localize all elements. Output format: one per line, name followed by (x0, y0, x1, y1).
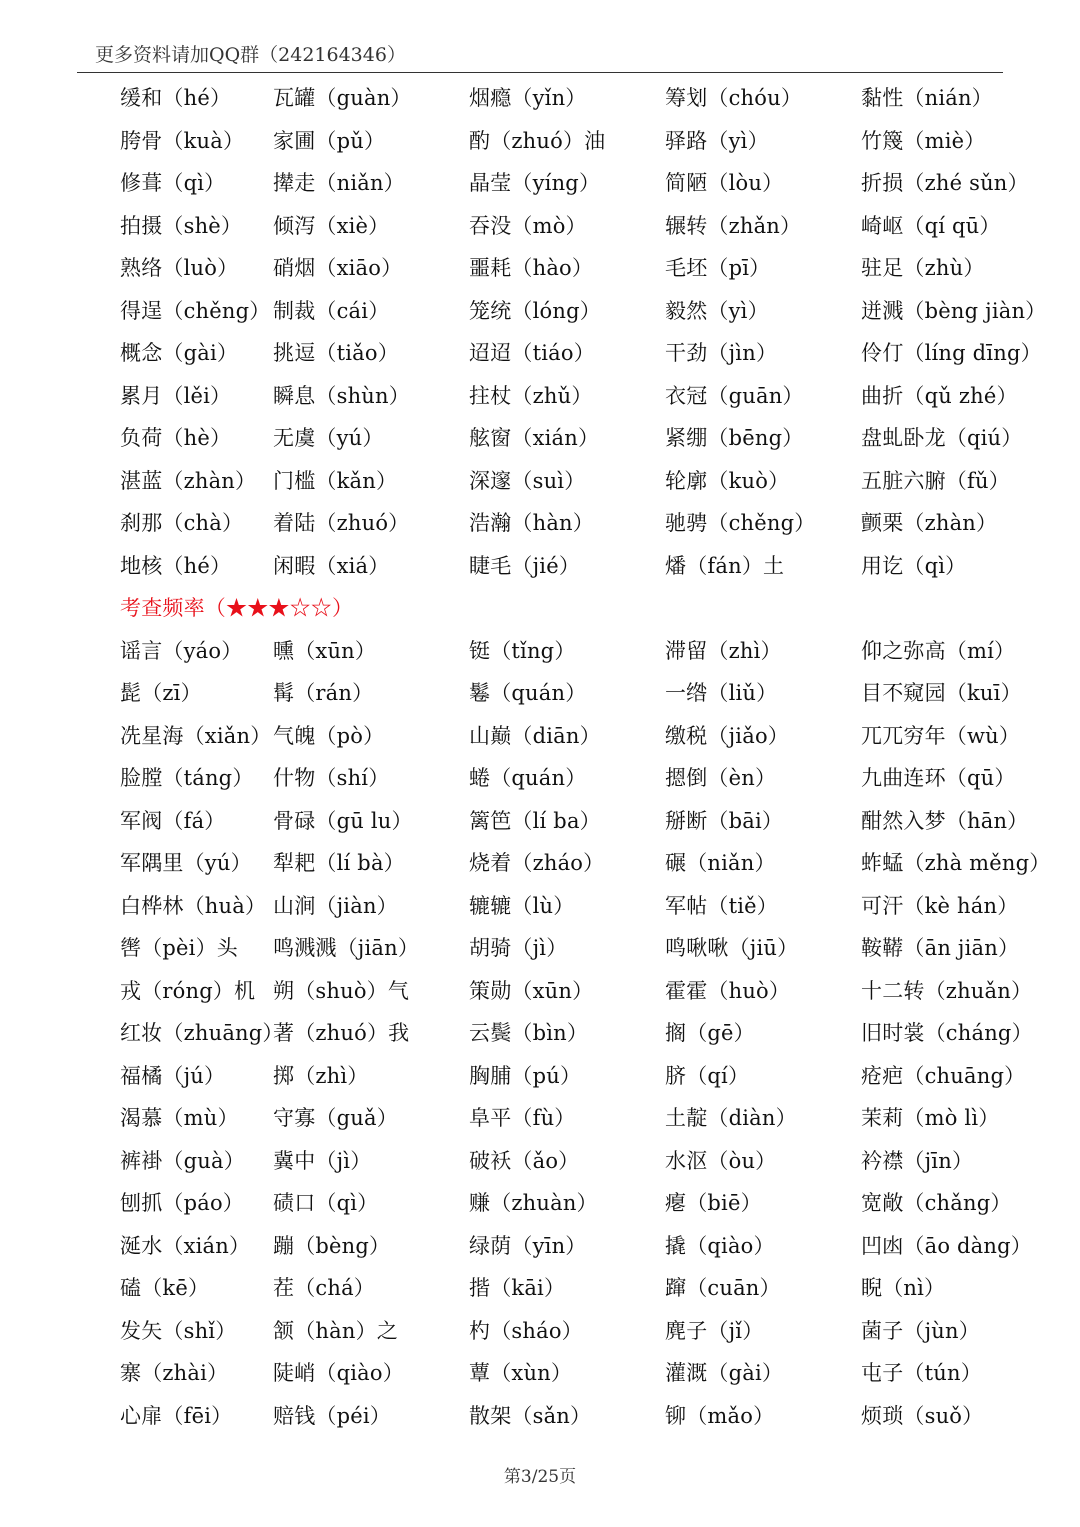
vocab-row (120, 120, 1070, 163)
vocab-entry: 刹那（chà） (120, 511, 244, 535)
vocab-entry: 搁（gē） (665, 1021, 755, 1045)
vocab-entry: 熟络（luò） (120, 256, 239, 280)
vocab-entry: 撬（qiào） (665, 1233, 775, 1258)
vocab-entry: 无虞（yú） (273, 426, 384, 450)
vocab-entry: 迸溅（bèng jiàn） (861, 298, 1047, 323)
vocab-entry: 气魄（pò） (273, 723, 385, 748)
vocab-entry: 掰断（bāi） (665, 808, 784, 833)
vocab-entry: 制裁（cái） (273, 298, 390, 323)
vocab-entry: 胯骨（kuà） (120, 128, 245, 153)
vocab-entry: 碾（niǎn） (665, 851, 776, 875)
vocab-entry: 紧绷（bēng） (665, 426, 804, 450)
vocab-entry: 福橘（jú） (120, 1063, 226, 1088)
vocab-row (120, 1395, 1070, 1438)
vocab-entry: 云鬓（bìn） (469, 1021, 589, 1045)
vocab-entry: 辘辘（lù） (469, 893, 575, 918)
vocab-row (120, 162, 1070, 205)
vocab-row (120, 757, 1070, 800)
vocab-entry: 灌溉（gài） (665, 1361, 784, 1385)
vocab-entry: 菌子（jùn） (861, 1318, 980, 1343)
vocab-row (120, 1310, 1070, 1353)
vocab-entry: 碛口（qì） (273, 1191, 379, 1215)
vocab-entry: 霍霍（huò） (665, 978, 791, 1003)
vocab-entry: 鞍鞯（ān jiān） (861, 936, 1020, 960)
vocab-entry: 着陆（zhuó） (273, 511, 410, 535)
vocab-row (120, 205, 1070, 248)
vocab-entry: 朔（shuò）气 (273, 978, 410, 1003)
vocab-entry: 蕈（xùn） (469, 1361, 573, 1385)
vocab-entry: 麂子（jǐ） (665, 1318, 764, 1343)
vocab-entry: 裤褂（guà） (120, 1148, 245, 1173)
vocab-entry: 得逞（chěng） (120, 298, 271, 323)
section-heading-row (120, 587, 1070, 630)
vocab-entry: 髭（zī） (120, 681, 202, 705)
vocab-entry: 茉莉（mò lì） (861, 1106, 1000, 1130)
vocab-entry: 刨抓（páo） (120, 1191, 245, 1215)
vocab-entry: 折损（zhé sǔn） (861, 171, 1029, 195)
vocab-entry: 冀中（jì） (273, 1148, 372, 1173)
vocab-entry: 笼统（lóng） (469, 298, 601, 323)
vocab-entry: 筹划（chóu） (665, 86, 803, 110)
vocab-entry: 曲折（qǔ zhé） (861, 383, 1018, 408)
vocab-entry: 白桦林（huà） (120, 893, 267, 918)
vocab-entry: 湛蓝（zhàn） (120, 468, 257, 493)
vocab-entry: 茬（chá） (273, 1276, 376, 1300)
vocab-entry: 颤栗（zhàn） (861, 511, 998, 535)
vocab-entry: 宽敞（chǎng） (861, 1191, 1012, 1215)
vocab-entry: 辗转（zhǎn） (665, 213, 802, 238)
vocab-entry: 撵走（niǎn） (273, 171, 405, 195)
vocab-entry: 军阀（fá） (120, 808, 226, 833)
vocab-entry: 铤（tǐng） (469, 638, 576, 663)
vocab-entry: 毅然（yì） (665, 298, 769, 323)
vocab-entry: 发矢（shǐ） (120, 1318, 237, 1343)
vocab-entry: 缓和（hé） (120, 86, 232, 110)
vocab-entry: 脐（qí） (665, 1063, 750, 1088)
vocab-row (120, 1055, 1070, 1098)
vocab-entry: 军隅里（yú） (120, 851, 252, 875)
vocab-entry: 吞没（mò） (469, 213, 587, 238)
vocab-entry: 滞留（zhì） (665, 638, 782, 663)
header-divider (77, 72, 1003, 73)
vocab-entry: 山巅（diān） (469, 723, 601, 748)
vocab-entry: 蹿（cuān） (665, 1276, 781, 1300)
vocab-row (120, 1352, 1070, 1395)
vocab-entry: 地核（hé） (120, 553, 232, 578)
vocab-entry: 戎（róng）机 (120, 978, 256, 1003)
vocab-entry: 可汗（kè hán） (861, 893, 1019, 918)
vocab-entry: 仰之弥高（mí） (861, 638, 1016, 663)
vocab-entry: 胡骑（jì） (469, 936, 568, 960)
vocab-entry: 硝烟（xiāo） (273, 256, 403, 280)
vocab-entry: 修葺（qì） (120, 171, 226, 195)
vocab-entry: 破袄（ǎo） (469, 1148, 580, 1173)
vocab-entry: 闲暇（xiá） (273, 553, 390, 578)
vocab-entry: 倾泻（xiè） (273, 213, 390, 238)
vocab-entry: 阜平（fù） (469, 1106, 576, 1130)
vocab-row (120, 885, 1070, 928)
vocab-row (120, 1012, 1070, 1055)
vocab-row (120, 247, 1070, 290)
vocab-entry: 门槛（kǎn） (273, 468, 398, 493)
vocab-entry: 杓（sháo） (469, 1318, 583, 1343)
vocab-entry: 毛坯（pī） (665, 256, 771, 280)
vocab-entry: 烟瘾（yǐn） (469, 86, 587, 110)
vocab-entry: 睫毛（jié） (469, 553, 581, 578)
vocab-entry: 黏性（nián） (861, 86, 993, 110)
vocab-row (120, 630, 1070, 673)
vocab-entry: 家圃（pǔ） (273, 128, 386, 153)
vocab-entry: 烦琐（suǒ） (861, 1403, 984, 1428)
vocab-entry: 烧着（zháo） (469, 851, 605, 875)
vocab-entry: 简陋（lòu） (665, 171, 784, 195)
vocab-entry: 散架（sǎn） (469, 1403, 592, 1428)
vocab-entry: 屯子（tún） (861, 1361, 982, 1385)
vocab-entry: 揩（kāi） (469, 1276, 566, 1300)
vocab-entry: 酌（zhuó）油 (469, 128, 606, 153)
vocab-entry: 策勋（xūn） (469, 978, 594, 1003)
vocab-entry: 磕（kē） (120, 1276, 210, 1300)
vocab-row (120, 545, 1070, 588)
vocab-entry: 鬈（quán） (469, 681, 587, 705)
vocab-row (120, 1225, 1070, 1268)
vocab-row (120, 502, 1070, 545)
vocab-entry: 颔（hàn）之 (273, 1318, 398, 1343)
vocab-entry: 晶莹（yíng） (469, 171, 601, 195)
vocab-row (120, 290, 1070, 333)
vocab-entry: 胸脯（pú） (469, 1063, 582, 1088)
vocab-row (120, 77, 1070, 120)
vocab-entry: 蹦（bèng） (273, 1233, 391, 1258)
vocab-entry: 噩耗（hào） (469, 256, 594, 280)
vocab-row (120, 1097, 1070, 1140)
vocab-entry: 犁耙（lí bà） (273, 851, 405, 875)
vocab-entry: 兀兀穷年（wù） (861, 723, 1021, 748)
vocab-entry: 负荷（hè） (120, 426, 232, 450)
vocab-entry: 驻足（zhù） (861, 256, 985, 280)
vocab-entry: 脸膛（táng） (120, 766, 254, 790)
vocab-entry: 骨碌（gū lu） (273, 808, 413, 833)
vocab-entry: 心扉（fēi） (120, 1403, 233, 1428)
vocab-entry: 赔钱（péi） (273, 1403, 391, 1428)
vocab-row (120, 375, 1070, 418)
vocab-entry: 土靛（diàn） (665, 1106, 797, 1130)
vocab-entry: 谣言（yáo） (120, 638, 243, 663)
vocab-row (120, 715, 1070, 758)
vocab-row (120, 332, 1070, 375)
vocab-entry: 目不窥园（kuī） (861, 681, 1022, 705)
vocab-entry: 伶仃（líng dīng） (861, 341, 1042, 365)
vocab-entry: 衣冠（guān） (665, 383, 804, 408)
vocab-entry: 守寡（guǎ） (273, 1106, 398, 1130)
vocab-entry: 驿路（yì） (665, 128, 769, 153)
vocab-entry: 陡峭（qiào） (273, 1361, 404, 1385)
vocab-entry: 铆（mǎo） (665, 1403, 775, 1428)
vocab-row (120, 970, 1070, 1013)
vocab-entry: 山涧（jiàn） (273, 893, 398, 918)
vocab-entry: 睨（nì） (861, 1276, 946, 1300)
vocab-entry: 深邃（suì） (469, 468, 586, 493)
vocab-entry: 寨（zhài） (120, 1361, 229, 1385)
vocab-entry: 水沤（òu） (665, 1148, 777, 1173)
vocab-row (120, 800, 1070, 843)
vocab-entry: 十二转（zhuǎn） (861, 978, 1033, 1003)
vocab-entry: 瓦罐（guàn） (273, 86, 412, 110)
vocab-entry: 迢迢（tiáo） (469, 341, 595, 365)
vocab-row (120, 417, 1070, 460)
vocab-entry: 衿襟（jīn） (861, 1148, 974, 1173)
vocab-entry: 篱笆（lí ba） (469, 808, 601, 833)
vocab-entry: 盘虬卧龙（qiú） (861, 426, 1023, 450)
vocab-entry: 辔（pèi）头 (120, 936, 238, 960)
vocab-entry: 挑逗（tiǎo） (273, 341, 399, 365)
vocab-entry: 拄杖（zhǔ） (469, 383, 593, 408)
vocab-entry: 一绺（liǔ） (665, 681, 778, 705)
vocab-entry: 九曲连环（qū） (861, 766, 1016, 790)
vocab-entry: 驰骋（chěng） (665, 511, 816, 535)
vocab-entry: 摁倒（èn） (665, 766, 777, 790)
vocab-entry: 鸣溅溅（jiān） (273, 936, 420, 960)
vocab-row (120, 1267, 1070, 1310)
vocab-row (120, 927, 1070, 970)
frequency-heading: 考查频率（★★★☆☆） (120, 596, 354, 620)
vocab-entry: 五脏六腑（fǔ） (861, 468, 1010, 493)
vocab-entry: 酣然入梦（hān） (861, 808, 1029, 833)
vocab-entry: 轮廓（kuò） (665, 468, 790, 493)
vocab-entry: 掷（zhì） (273, 1063, 369, 1088)
vocab-entry: 舷窗（xián） (469, 426, 600, 450)
vocab-entry: 冼星海（xiǎn） (120, 723, 272, 748)
vocab-entry: 缴税（jiǎo） (665, 723, 789, 748)
vocab-entry: 绿荫（yīn） (469, 1233, 587, 1258)
vocab-grid (120, 77, 1070, 1437)
page-header: 更多资料请加QQ群（242164346） (95, 44, 406, 66)
vocab-row (120, 1182, 1070, 1225)
vocab-entry: 瞬息（shùn） (273, 383, 410, 408)
vocab-row (120, 1140, 1070, 1183)
vocab-entry: 军帖（tiě） (665, 893, 778, 918)
vocab-entry: 凹凼（āo dàng） (861, 1233, 1032, 1258)
vocab-entry: 瘪（biē） (665, 1191, 762, 1215)
vocab-entry: 蜷（quán） (469, 766, 587, 790)
vocab-entry: 什物（shí） (273, 766, 390, 790)
vocab-entry: 涎水（xián） (120, 1233, 251, 1258)
vocab-entry: 用讫（qì） (861, 553, 967, 578)
vocab-entry: 拍摄（shè） (120, 213, 243, 238)
vocab-row (120, 672, 1070, 715)
vocab-entry: 著（zhuó）我 (273, 1021, 410, 1045)
vocab-entry: 鸣啾啾（jiū） (665, 936, 799, 960)
vocab-entry: 蚱蜢（zhà měng） (861, 851, 1051, 875)
vocab-entry: 崎岖（qí qū） (861, 213, 1001, 238)
vocab-entry: 渴慕（mù） (120, 1106, 239, 1130)
vocab-row (120, 460, 1070, 503)
vocab-row (120, 842, 1070, 885)
vocab-entry: 累月（lěi） (120, 383, 232, 408)
vocab-entry: 疮疤（chuāng） (861, 1063, 1026, 1088)
vocab-entry: 赚（zhuàn） (469, 1191, 598, 1215)
vocab-entry: 髯（rán） (273, 681, 374, 705)
vocab-entry: 曛（xūn） (273, 638, 377, 663)
vocab-entry: 干劲（jìn） (665, 341, 778, 365)
vocab-entry: 红妆（zhuāng） (120, 1021, 284, 1045)
page-number: 第3/25页 (503, 1467, 577, 1487)
vocab-entry: 旧时裳（cháng） (861, 1021, 1033, 1045)
vocab-entry: 浩瀚（hàn） (469, 511, 594, 535)
vocab-entry: 燔（fán）土 (665, 553, 785, 578)
vocab-entry: 概念（gài） (120, 341, 239, 365)
vocab-entry: 竹篾（miè） (861, 128, 986, 153)
